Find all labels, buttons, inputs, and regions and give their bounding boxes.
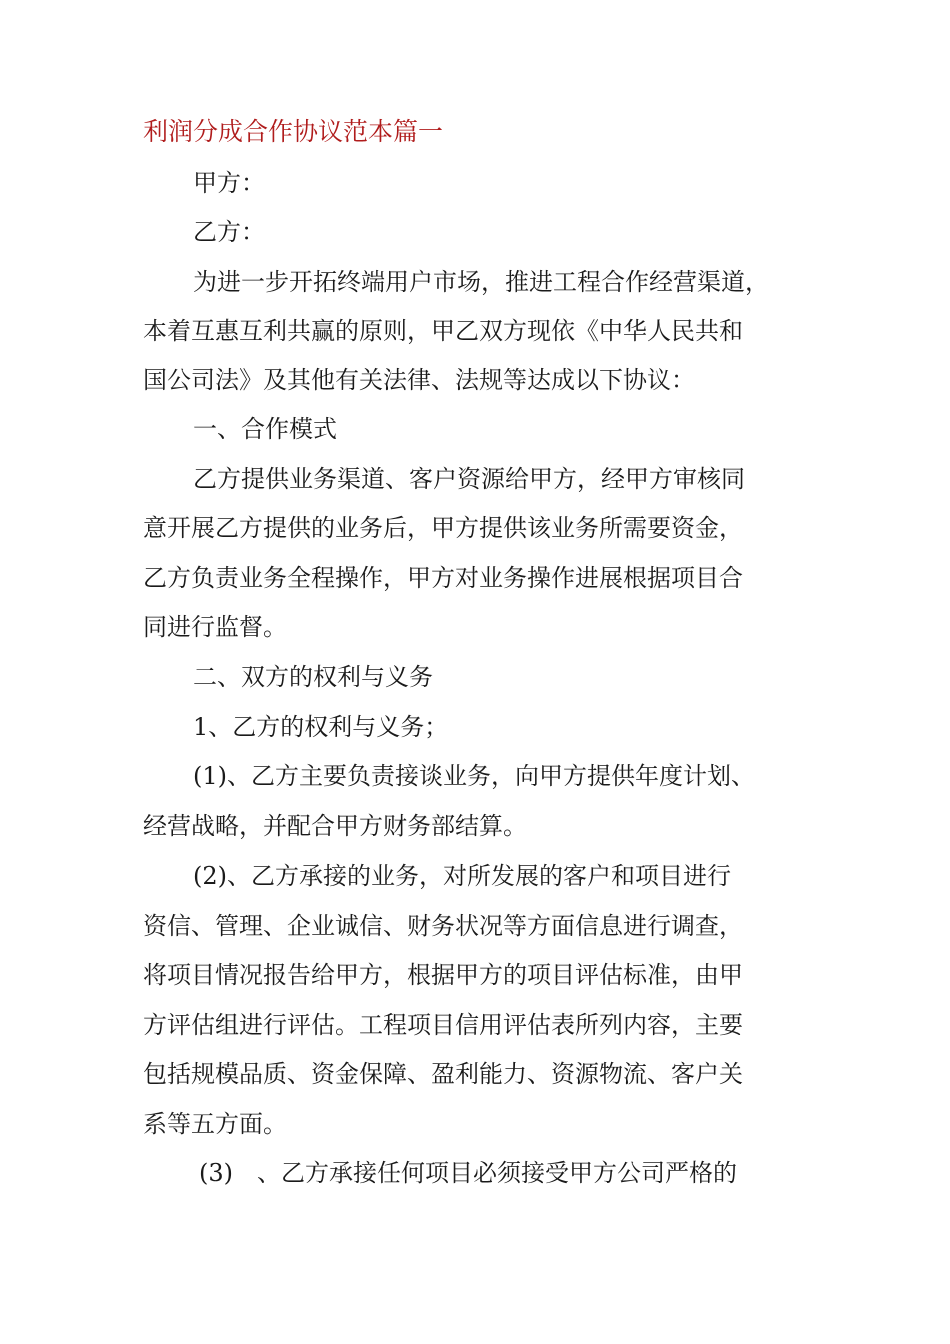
paragraph-line: 乙方负责业务全程操作，甲方对业务操作进展根据项目合	[143, 564, 743, 592]
paragraph-line: 同进行监督。	[143, 613, 287, 641]
paragraph-line: 包括规模品质、资金保障、盈利能力、资源物流、客户关	[143, 1060, 743, 1088]
paragraph-line: 经营战略，并配合甲方财务部结算。	[143, 812, 527, 840]
paragraph-line: 乙方提供业务渠道、客户资源给甲方，经甲方审核同	[193, 465, 745, 493]
party-b-line: 乙方：	[193, 218, 265, 246]
document-title: 利润分成合作协议范本篇一	[143, 117, 444, 146]
paragraph-line: 为进一步开拓终端用户市场，推进工程合作经营渠道，	[193, 268, 769, 296]
paragraph-line: 本着互惠互利共赢的原则，甲乙双方现依《中华人民共和	[143, 317, 743, 345]
paragraph-line: 资信、管理、企业诚信、财务状况等方面信息进行调查，	[143, 912, 743, 940]
section-heading: 二、双方的权利与义务	[193, 663, 433, 691]
paragraph-line: 方评估组进行评估。工程项目信用评估表所列内容，主要	[143, 1011, 743, 1039]
paragraph-line: (2)、乙方承接的业务，对所发展的客户和项目进行	[193, 862, 731, 890]
paragraph-line: 国公司法》及其他有关法律、法规等达成以下协议：	[143, 366, 695, 394]
paragraph-line: 将项目情况报告给甲方，根据甲方的项目评估标准，由甲	[143, 961, 743, 989]
paragraph-line: (1)、乙方主要负责接谈业务，向甲方提供年度计划、	[193, 762, 755, 790]
party-a-line: 甲方：	[193, 169, 265, 197]
section-heading: 一、合作模式	[193, 415, 337, 443]
paragraph-line: 系等五方面。	[143, 1110, 287, 1138]
subsection-heading: 1、乙方的权利与义务；	[193, 713, 449, 741]
paragraph-line: 意开展乙方提供的业务后，甲方提供该业务所需要资金，	[143, 514, 743, 542]
paragraph-line: (3) 、乙方承接任何项目必须接受甲方公司严格的	[199, 1159, 737, 1187]
